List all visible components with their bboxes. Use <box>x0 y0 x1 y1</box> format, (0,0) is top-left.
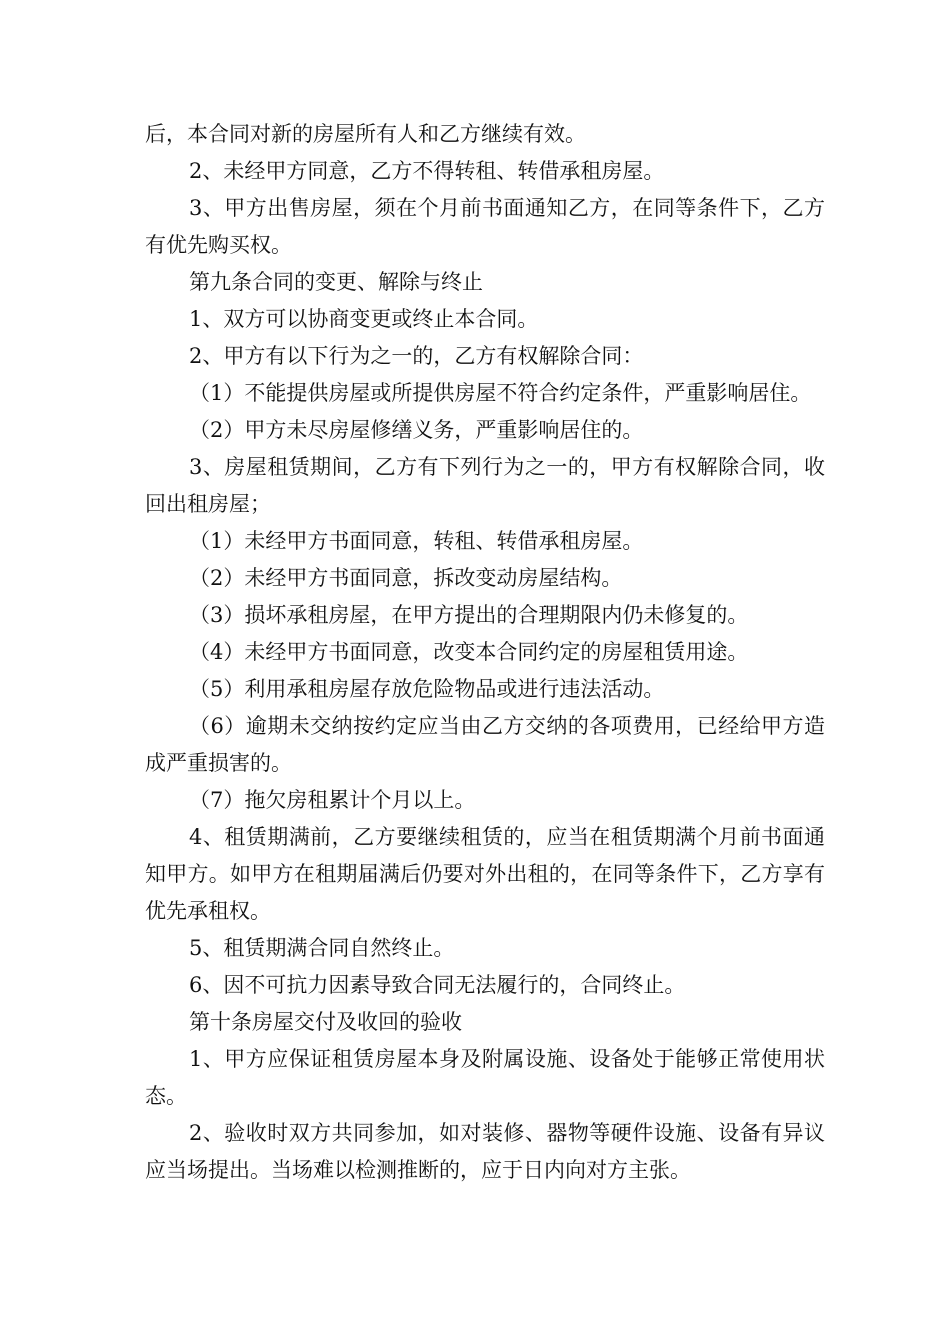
paragraph: 后，本合同对新的房屋所有人和乙方继续有效。 <box>145 122 586 146</box>
section-heading: 第十条房屋交付及收回的验收 <box>189 1010 462 1034</box>
paragraph: 3、房屋租赁期间，乙方有下列行为之一的，甲方有权解除合同，收回出租房屋； <box>145 455 825 516</box>
list-item: （3）损坏承租房屋，在甲方提出的合理期限内仍未修复的。 <box>189 603 749 627</box>
list-item: （6）逾期未交纳按约定应当由乙方交纳的各项费用，已经给甲方造成严重损害的。 <box>145 714 825 775</box>
document-page <box>145 0 825 1344</box>
paragraph: 6、因不可抗力因素导致合同无法履行的，合同终止。 <box>189 973 686 997</box>
paragraph: 2、验收时双方共同参加，如对装修、器物等硬件设施、设备有异议应当场提出。当场难以检测推断的，应于日内向对方主张。 <box>145 1121 825 1182</box>
list-item: （1）不能提供房屋或所提供房屋不符合约定条件，严重影响居住。 <box>189 381 812 405</box>
list-item: （4）未经甲方书面同意，改变本合同约定的房屋租赁用途。 <box>189 640 749 664</box>
paragraph: 2、未经甲方同意，乙方不得转租、转借承租房屋。 <box>189 159 665 183</box>
paragraph: 4、租赁期满前，乙方要继续租赁的，应当在租赁期满个月前书面通知甲方。如甲方在租期届满后仍要对外出租的，在同等条件下，乙方享有优先承租权。 <box>145 825 825 923</box>
list-item: （2）未经甲方书面同意，拆改变动房屋结构。 <box>189 566 623 590</box>
list-item: （1）未经甲方书面同意，转租、转借承租房屋。 <box>189 529 644 553</box>
paragraph: 3、甲方出售房屋，须在个月前书面通知乙方，在同等条件下，乙方有优先购买权。 <box>145 196 825 257</box>
paragraph: 5、租赁期满合同自然终止。 <box>189 936 455 960</box>
list-item: （7）拖欠房租累计个月以上。 <box>189 788 476 812</box>
paragraph: 2、甲方有以下行为之一的，乙方有权解除合同： <box>189 344 644 368</box>
list-item: （2）甲方未尽房屋修缮义务，严重影响居住的。 <box>189 418 644 442</box>
paragraph: 1、双方可以协商变更或终止本合同。 <box>189 307 539 331</box>
section-heading: 第九条合同的变更、解除与终止 <box>189 270 483 294</box>
list-item: （5）利用承租房屋存放危险物品或进行违法活动。 <box>189 677 665 701</box>
paragraph: 1、甲方应保证租赁房屋本身及附属设施、设备处于能够正常使用状态。 <box>145 1047 825 1108</box>
